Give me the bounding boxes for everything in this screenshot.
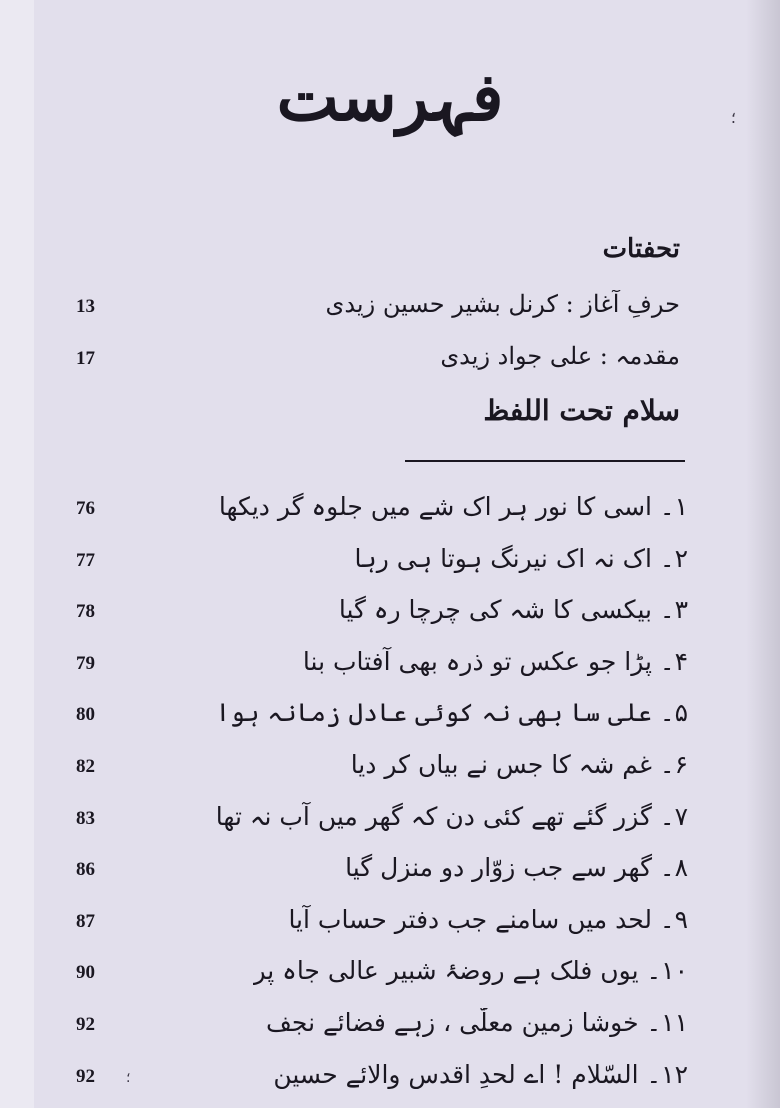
toc-entry-text: ۳۔ بیکسی کا شہ کی چرچا رہ گیا — [338, 595, 688, 625]
toc-entry-text: ۲۔ اک نہ اک نیرنگ ہوتا ہی رہا — [354, 543, 688, 573]
toc-entry — [70, 1056, 688, 1108]
toc-entry-text: ۱۰۔ یوں فلک ہے روضۂ شبیرِ عالی جاہ پر — [253, 956, 688, 986]
front-matter-entry-text: مقدمہ : علی جواد زیدی — [440, 342, 680, 370]
toc-entry-text: ۷۔ گزر گئے تھے کئی دن کہ گھر میں آب نہ تھا — [215, 801, 688, 831]
toc-page-number: 79 — [76, 652, 95, 674]
front-matter-entry-text: حرفِ آغاز : کرنل بشیر حسین زیدی — [325, 290, 680, 318]
toc-list — [70, 488, 688, 1107]
front-matter-heading: تحفتات — [602, 234, 680, 264]
toc-entry-text: ۸۔ گھر سے جب زوّار دو منزل گیا — [345, 853, 688, 883]
toc-page-number: 76 — [76, 498, 95, 519]
toc-entry — [70, 1004, 688, 1056]
toc-page-number: 92 — [76, 1065, 95, 1087]
toc-entry — [70, 643, 688, 695]
toc-page-number: 87 — [76, 910, 95, 932]
page-edge-right — [746, 0, 780, 1108]
toc-entry-text: ۴۔ پڑا جو عکس تو ذرہ بھی آفتاب بنا — [302, 646, 688, 676]
toc-entry-text: ۱۔ اسی کا نور ہر اک شے میں جلوہ گر دیکھا — [218, 492, 688, 521]
toc-entry — [70, 849, 688, 901]
toc-entry-text: ۱۱۔ خوشا زمینِ معلّٰی ، زہے فضائے نجف — [266, 1007, 688, 1037]
toc-entry — [70, 540, 688, 592]
front-matter-entry — [70, 286, 680, 326]
section-heading: سلام تحت اللفظ — [483, 394, 680, 427]
toc-page-number: 92 — [76, 1013, 95, 1035]
toc-entry-text: ۶۔ غمِ شہ کا جس نے بیاں کر دیا — [350, 749, 688, 779]
toc-page-number: 77 — [76, 549, 95, 571]
toc-entry — [70, 952, 688, 1004]
front-matter-page-number: 13 — [76, 296, 95, 317]
toc-entry — [70, 591, 688, 643]
toc-entry-text: ۱۲۔ السّلام ! اے لحدِ اقدس والائے حسین — [273, 1059, 688, 1089]
bottom-mark: ؛ — [126, 1070, 131, 1086]
front-matter-page-number: 17 — [76, 348, 95, 369]
toc-page-number: 86 — [76, 859, 95, 881]
toc-page-number: 78 — [76, 601, 95, 623]
toc-entry — [70, 694, 688, 746]
toc-page-number: 90 — [76, 962, 95, 984]
toc-page-number: 80 — [76, 704, 95, 726]
margin-mark: ؛ — [730, 108, 736, 127]
toc-entry — [70, 798, 688, 850]
toc-entry-text: ۵۔ علی سا بھی نہ کوئی عادل زمانہ ہوا — [215, 698, 688, 728]
toc-entry — [70, 746, 688, 798]
toc-page-number: 82 — [76, 755, 95, 777]
section-divider — [405, 460, 685, 462]
toc-entry — [70, 901, 688, 953]
toc-entry-text: ۹۔ لحد میں سامنے جب دفترِ حساب آیا — [288, 904, 688, 934]
toc-entry — [70, 488, 688, 540]
toc-page-number: 83 — [76, 807, 95, 829]
page-edge-left — [0, 0, 34, 1108]
page-title: فہرست — [276, 58, 504, 136]
front-matter-entry — [70, 338, 680, 378]
